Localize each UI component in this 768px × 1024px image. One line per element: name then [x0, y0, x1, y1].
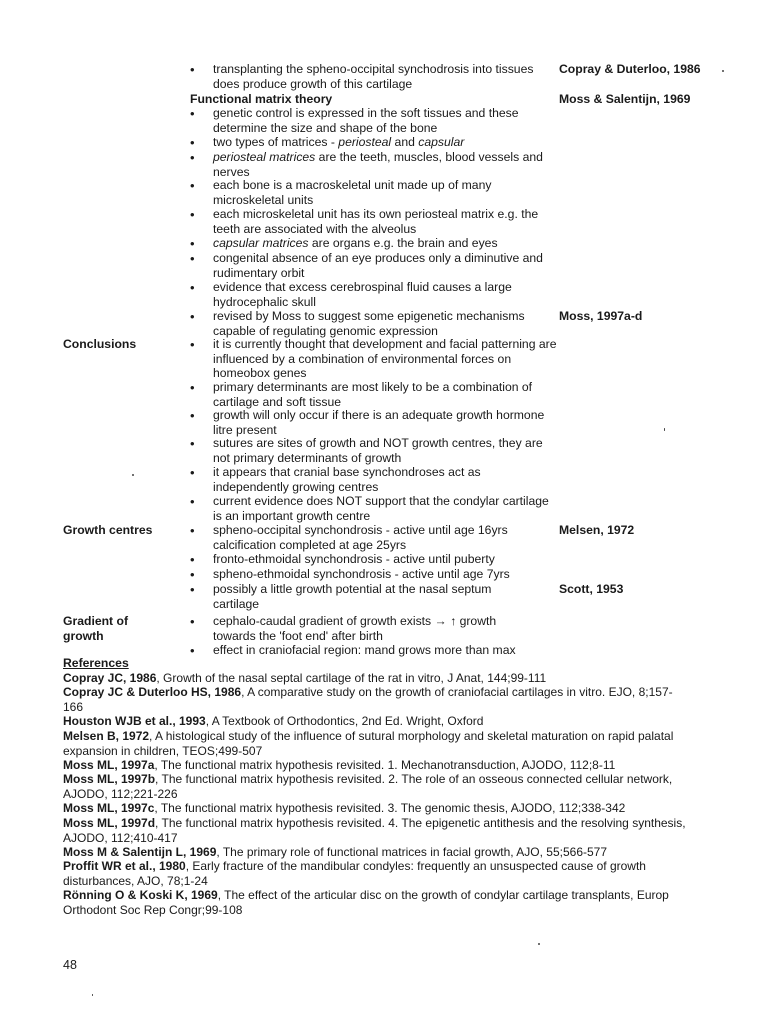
bullet-icon: • [190, 280, 195, 295]
bullet-text: growth will only occur if there is an adequate growth hormone litre present [213, 408, 545, 437]
reference-item: Houston WJB et al., 1993, A Textbook of Orthodontics, 2nd Ed. Wright, Oxford [63, 714, 484, 728]
citation: Melsen, 1972 [559, 523, 635, 537]
reference-item: Moss ML, 1997a, The functional matrix hypothesis revisited. 1. Mechanotransduction, AJODO, 112;8-11 [63, 758, 616, 772]
section-label-gradient: Gradient of growth [63, 614, 129, 643]
bullet-icon: • [190, 643, 195, 658]
bullet-text: fronto-ethmoidal synchondrosis - active until puberty [213, 552, 495, 566]
bullet-icon: • [190, 207, 195, 222]
bullet-text: primary determinants are most likely to be a combination of cartilage and soft tissue [213, 380, 533, 409]
bullet-text: it is currently thought that development and facial patterning are influenced by a combination of environmental forces on homeobox genes [213, 337, 557, 381]
bullet-icon: • [190, 523, 195, 538]
bullet-text: capsular matrices are organs e.g. the brain and eyes [213, 236, 498, 250]
bullet-text: spheno-occipital synchondrosis - active until age 16yrs calcification completed at age 25yrs [213, 523, 508, 552]
reference-item: Copray JC & Duterloo HS, 1986, A comparative study on the growth of craniofacial cartilages in vitro. EJO, 8;157-166 [63, 685, 673, 714]
scan-speck [722, 70, 724, 72]
bullet-icon: • [190, 436, 195, 451]
bullet-text: evidence that excess cerebrospinal fluid causes a large hydrocephalic skull [213, 280, 512, 309]
reference-item: Melsen B, 1972, A histological study of the influence of sutural morphology and skeletal maturation on rapid palatal expansion in children, TEOS;499-507 [63, 729, 674, 758]
bullet-text: sutures are sites of growth and NOT growth centres, they are not primary determinants of growth [213, 436, 543, 465]
references-heading: References [63, 656, 129, 670]
bullet-text: it appears that cranial base synchondroses act as independently growing centres [213, 465, 481, 494]
scan-speck [664, 428, 665, 431]
reference-item: Moss M & Salentijn L, 1969, The primary role of functional matrices in facial growth, AJO, 55;566-577 [63, 845, 608, 859]
bullet-icon: • [190, 380, 195, 395]
reference-item: Moss ML, 1997c, The functional matrix hypothesis revisited. 3. The genomic thesis, AJODO, 112;338-342 [63, 801, 626, 815]
citation: Scott, 1953 [559, 582, 624, 596]
scan-speck [132, 474, 134, 476]
citation: Moss & Salentijn, 1969 [559, 92, 691, 106]
bullet-text: each microskeletal unit has its own periosteal matrix e.g. the teeth are associated with the alveolus [213, 207, 539, 236]
section-heading: Functional matrix theory [190, 92, 333, 106]
bullet-icon: • [190, 178, 195, 193]
bullet-icon: • [190, 135, 195, 150]
bullet-icon: • [190, 582, 195, 597]
bullet-text: spheno-ethmoidal synchondrosis - active until age 7yrs [213, 567, 510, 581]
bullet-text: each bone is a macroskeletal unit made up of many microskeletal units [213, 178, 492, 207]
bullet-icon: • [190, 337, 195, 352]
bullet-text: current evidence does NOT support that the condylar cartilage is an important growth centre [213, 494, 549, 523]
bullet-icon: • [190, 567, 195, 582]
bullet-icon: • [190, 494, 195, 509]
citation: Copray & Duterloo, 1986 [559, 62, 701, 76]
reference-item: Moss ML, 1997d, The functional matrix hypothesis revisited. 4. The epigenetic antithesis and the resolving synthesis, AJODO, 112;410-417 [63, 816, 686, 845]
bullet-icon: • [190, 62, 195, 77]
bullet-icon: • [190, 552, 195, 567]
reference-item: Proffit WR et al., 1980, Early fracture of the mandibular condyles: frequently an unsuspected cause of growth disturbances, AJO, 78;1-24 [63, 859, 646, 888]
section-label-growth-centres: Growth centres [63, 523, 153, 537]
bullet-text: congenital absence of an eye produces only a diminutive and rudimentary orbit [213, 251, 543, 280]
bullet-text: two types of matrices - periosteal and capsular [213, 135, 465, 149]
bullet-icon: • [190, 236, 195, 251]
bullet-text: periosteal matrices are the teeth, muscles, blood vessels and nerves [213, 150, 543, 179]
bullet-text: revised by Moss to suggest some epigenetic mechanisms capable of regulating genomic expression [213, 309, 525, 338]
scan-speck [538, 943, 540, 945]
bullet-icon: • [190, 150, 195, 165]
section-label-conclusions: Conclusions [63, 337, 137, 351]
bullet-icon: • [190, 408, 195, 423]
reference-item: Rönning O & Koski K, 1969, The effect of the articular disc on the growth of condylar cartilage transplants, Europ Orthodont Soc Rep Congr;99-108 [63, 888, 669, 917]
page-number: 48 [63, 958, 77, 972]
citation: Moss, 1997a-d [559, 309, 643, 323]
bullet-text: genetic control is expressed in the soft tissues and these determine the size and shape of the bone [213, 106, 519, 135]
bullet-text: possibly a little growth potential at the nasal septum cartilage [213, 582, 492, 611]
reference-item: Copray JC, 1986, Growth of the nasal septal cartilage of the rat in vitro, J Anat, 144;99-111 [63, 671, 547, 685]
bullet-text: transplanting the spheno-occipital synchodrosis into tissues does produce growth of this cartilage [213, 62, 534, 91]
bullet-icon: • [190, 309, 195, 324]
bullet-text: effect in craniofacial region: mand grows more than max [213, 643, 516, 657]
bullet-icon: • [190, 251, 195, 266]
bullet-icon: • [190, 465, 195, 480]
bullet-text: cephalo-caudal gradient of growth exists → ↑ growth towards the 'foot end' after birth [213, 614, 497, 643]
bullet-icon: • [190, 614, 195, 629]
reference-item: Moss ML, 1997b, The functional matrix hypothesis revisited. 2. The role of an osseous connected cellular network, AJODO, 112;221-226 [63, 772, 673, 801]
bullet-icon: • [190, 106, 195, 121]
scan-speck [92, 994, 93, 996]
